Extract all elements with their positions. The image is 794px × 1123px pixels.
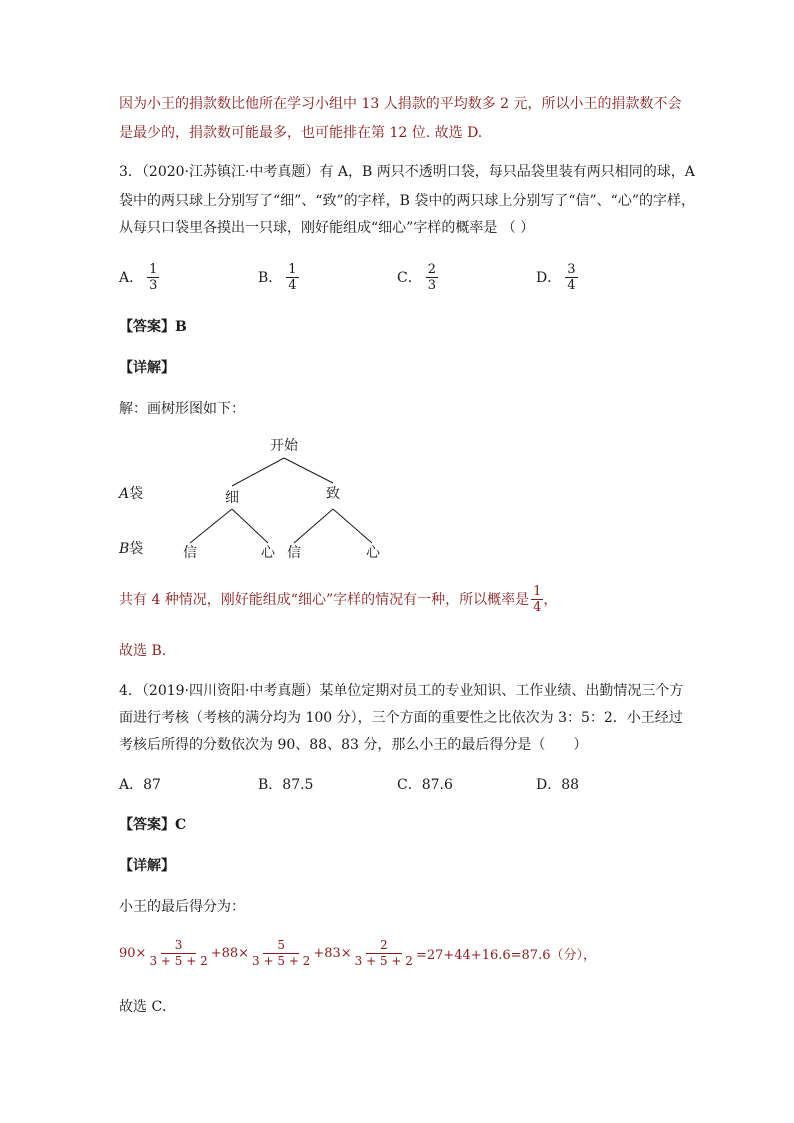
fraction-numerator: 3 [161, 938, 197, 954]
q4-option-a: A．87 [119, 777, 161, 793]
q3-answer: 【答案】B [119, 319, 187, 335]
eq-fraction-1 [147, 938, 209, 969]
fraction-numerator: 5 [263, 938, 299, 954]
tree-bag-b-label [119, 540, 143, 558]
q3-stem-line-3: 从每只口袋里各摸出一只球，刚好能组成“细心”字样的概率是 （ ） [119, 220, 535, 236]
q4-stem-line-1: 4．（2019·四川资阳·中考真题）某单位定期对员工的专业知识、工作业绩、出勤情况三个方 [119, 683, 684, 699]
fraction-numerator: 2 [427, 262, 436, 277]
q4-equation [119, 938, 596, 969]
intro-line-1: 因为小王的捐款数比他所在学习小组中 13 人捐款的平均数多 2 元，所以小王的捐款数不会 [119, 96, 682, 112]
intro-line-2: 是最少的，捐款数可能最多，也可能排在第 12 位. 故选 D. [119, 125, 483, 141]
tree-edge [232, 509, 268, 543]
q3-stem-line-2: 袋中的两只球上分别写了“细”、“致”的字样，B 袋中的两只球上分别写了“信”、“心”的字样， [119, 193, 695, 209]
q3-final: 故选 B． [119, 643, 176, 659]
tree-edge [232, 458, 284, 486]
bag-b-letter: B [119, 541, 130, 557]
fraction-denominator: 4 [567, 278, 576, 293]
fraction-denominator: 3 [149, 278, 158, 293]
fraction-denominator: 3 + 5 + 2 [252, 954, 311, 968]
option-label: C． [397, 269, 422, 286]
q4-detail-heading: 【详解】 [119, 858, 175, 874]
q3-detail-heading: 【详解】 [119, 360, 175, 376]
fraction-numerator: 1 [149, 262, 158, 277]
bag-b-suffix: 袋 [129, 541, 144, 557]
fraction-denominator: 3 + 5 + 2 [149, 954, 208, 968]
tree-node-xi: 细 [225, 490, 239, 506]
q4-stem-line-3: 考核后所得的分数依次为 90、88、83 分，那么小王的最后得分是（ ） [119, 737, 588, 753]
fraction-numerator: 1 [288, 262, 297, 277]
tree-bag-a-label [119, 485, 143, 503]
eq-fraction-3 [353, 938, 415, 969]
tree-edge [284, 458, 333, 483]
eq-term: 90× [119, 946, 147, 961]
fraction-denominator: 4 [533, 600, 542, 615]
bag-a-letter: A [119, 486, 130, 502]
q4-answer: 【答案】C [119, 817, 187, 833]
option-label: A． [119, 269, 144, 286]
conclusion-text: 共有 4 种情况，刚好能组成“细心”字样的情况有一种，所以概率是 [119, 591, 530, 608]
option-label: B． [258, 269, 283, 286]
q4-option-b: B．87.5 [258, 777, 314, 793]
tree-edge [333, 509, 372, 543]
tree-edge [190, 509, 232, 543]
tree-leaf-xin-heart-2: 心 [366, 545, 380, 561]
eq-term: +88× [210, 946, 250, 961]
fraction-denominator: 3 + 5 + 2 [354, 954, 413, 968]
fraction-numerator: 1 [533, 584, 542, 599]
q4-solution-intro: 小王的最后得分为： [119, 899, 245, 915]
tree-node-zhi: 致 [326, 486, 340, 502]
tree-leaf-xin-heart-1: 心 [261, 545, 275, 561]
tree-leaf-xin-2: 信 [287, 545, 301, 561]
eq-result: =27+44+16.6=87.6（分）， [415, 948, 596, 963]
tree-edge [294, 509, 333, 543]
q4-final: 故选 C． [119, 999, 177, 1015]
conclusion-fraction [531, 584, 543, 615]
q3-solution-intro: 解：画树形图如下： [119, 401, 245, 417]
tree-leaf-xin-1: 信 [183, 545, 197, 561]
q4-option-c: C．87.6 [397, 777, 453, 793]
q3-stem-line-1: 3．（2020·江苏镇江·中考真题）有 A，B 两只不透明口袋，每只品袋里装有两只相同的球，A [119, 164, 695, 180]
tree-root: 开始 [270, 438, 298, 454]
fraction-numerator: 3 [567, 262, 576, 277]
eq-term: +83× [313, 946, 352, 961]
conclusion-end: ， [543, 591, 558, 608]
bag-a-suffix: 袋 [129, 486, 144, 502]
q4-stem-line-2: 面进行考核（考核的满分均为 100 分），三个方面的重要性之比依次为 3：5：2．小王经过 [119, 710, 683, 726]
option-label: D． [536, 269, 562, 286]
eq-fraction-2 [250, 938, 312, 969]
fraction-denominator: 4 [288, 278, 297, 293]
q4-option-d: D．88 [536, 777, 580, 793]
q3-conclusion [119, 584, 557, 615]
fraction-numerator: 2 [366, 938, 402, 954]
fraction-denominator: 3 [427, 278, 436, 293]
